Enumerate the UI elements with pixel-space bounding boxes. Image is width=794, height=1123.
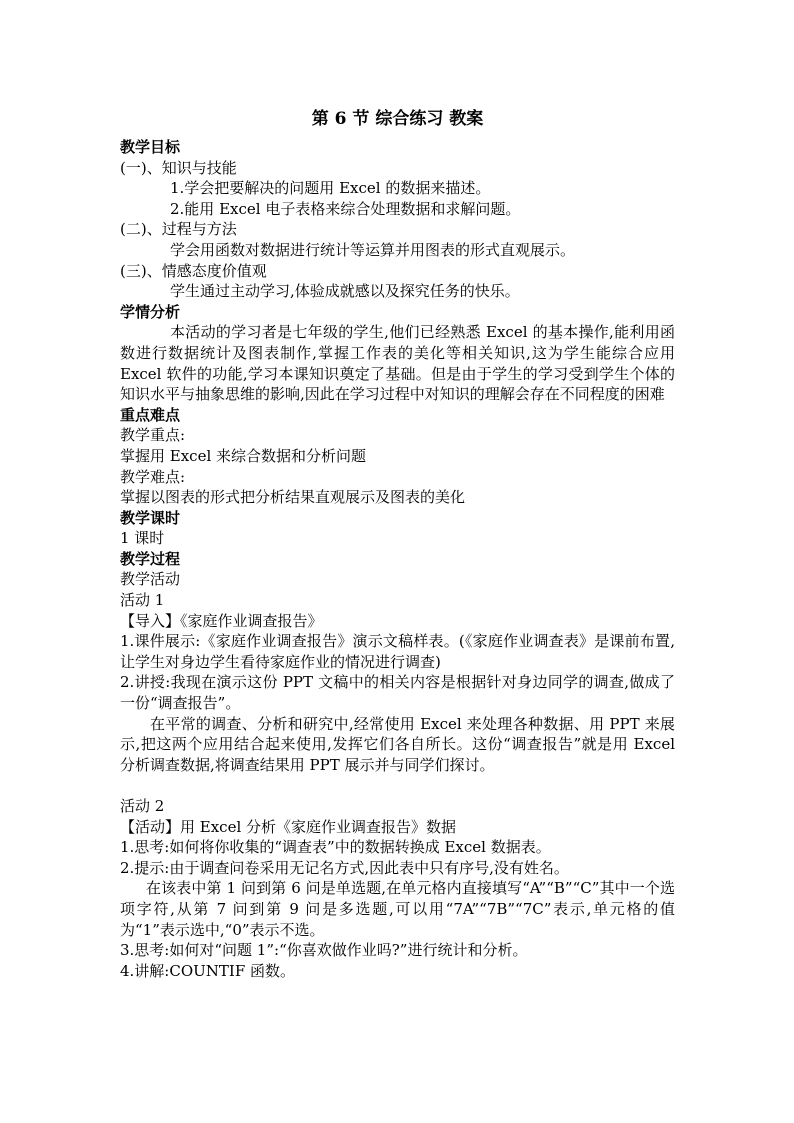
activity-2-title: 【活动】用 Excel 分析《家庭作业调查报告》数据 [120,817,457,836]
document-body [120,107,675,981]
focus-label: 教学重点: [120,426,186,445]
activity-2-label: 活动 2 [120,797,165,815]
activity-2-paragraph: 在该表中第 1 问到第 6 问是单选题,在单元格内直接填写“A”“B”“C”其中一个选项字符,从第 7 问到第 9 问是多选题,可以用“7A”“7B”“7C”表示,单元格的值为“1”表示选中,“0”表示不选。 [120,879,675,939]
difficulty-label: 教学难点: [120,467,186,486]
activity-2-paragraph: 4.讲解:COUNTIF 函数。 [120,961,296,980]
goals-section-3: (三)、情感态度价值观 [120,261,267,280]
blank-line [120,775,675,796]
focus-text: 掌握用 Excel 来综合数据和分析问题 [120,446,367,465]
goals-item: 1.学会把要解决的问题用 Excel 的数据来描述。 [170,179,491,198]
document-title: 第 6 节 综合练习 教案 [311,109,484,129]
heading-keypoints: 重点难点 [120,405,181,424]
goals-item: 学生通过主动学习,体验成就感以及探究任务的快乐。 [170,282,520,301]
activity-2-paragraph: 2.提示:由于调查问卷采用无记名方式,因此表中只有序号,没有姓名。 [120,858,569,877]
activity-1-title: 【导入】《家庭作业调查报告》 [120,611,323,630]
activity-1-paragraph: 1.课件展示:《家庭作业调查报告》演示文稿样表。(《家庭作业调查表》是课前布置,让学生对身边学生看待家庭作业的情况进行调查) [120,632,675,671]
activity-1-label: 活动 1 [120,591,165,610]
activity-2-paragraph: 3.思考:如何对“问题 1”:“你喜欢做作业吗?”进行统计和分析。 [120,941,528,960]
heading-goals: 教学目标 [120,138,181,156]
heading-hours: 教学课时 [120,508,181,527]
difficulty-text: 掌握以图表的形式把分析结果直观展示及图表的美化 [120,488,466,507]
goals-section-2: (二)、过程与方法 [120,220,237,239]
goals-item: 2.能用 Excel 电子表格来综合处理数据和求解问题。 [170,199,521,218]
analysis-paragraph: 本活动的学习者是七年级的学生,他们已经熟悉 Excel 的基本操作,能利用函数进行数据统计及图表制作,掌握工作表的美化等相关知识,这为学生能综合应用 Excel 软件的功能,学习本课知识奠定了基础。但是由于学生的学习受到学生个体的知识水平与抽象思维的影响,因此在学习过程中对知识的理解会存在不同程度的困难 [120,323,675,404]
goals-section-1: (一)、知识与技能 [120,158,237,177]
process-subheading: 教学活动 [120,570,181,589]
activity-2-paragraph: 1.思考:如何将你收集的“调查表”中的数据转换成 Excel 数据表。 [120,838,551,857]
heading-analysis: 学情分析 [120,302,181,321]
activity-1-paragraph: 2.讲授:我现在演示这份 PPT 文稿中的相关内容是根据针对身边同学的调查,做成了一份“调查报告”。 [120,673,675,713]
activity-1-paragraph: 在平常的调查、分析和研究中,经常使用 Excel 来处理各种数据、用 PPT 来展示,把这两个应用结合起来使用,发挥它们各自所长。这份“调查报告”就是用 Excel 分析调查数据,将调查结果用 PPT 展示并与同学们探讨。 [120,714,675,774]
hours-value: 1 课时 [120,529,165,548]
goals-item: 学会用函数对数据进行统计等运算并用图表的形式直观展示。 [170,240,576,259]
heading-process: 教学过程 [120,549,181,568]
